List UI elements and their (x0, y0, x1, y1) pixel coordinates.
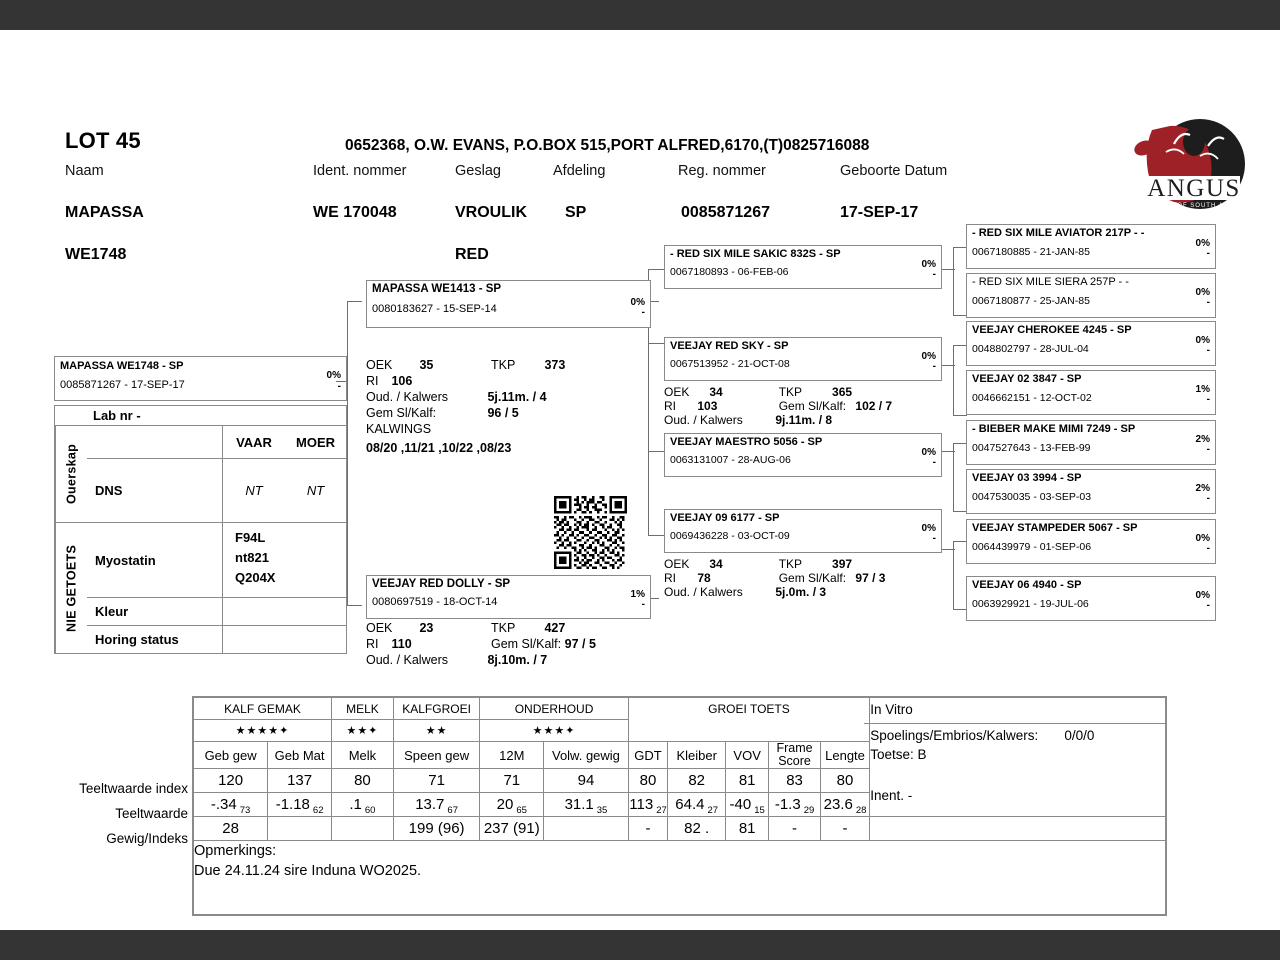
connector (941, 549, 955, 550)
gen3-1-name: - RED SIX MILE SIERA 257P - - (972, 276, 1129, 288)
breeder-line: 0652368, O.W. EVANS, P.O.BOX 515,PORT ALFRED,6170,(T)0825716088 (345, 137, 870, 154)
col-vov: VOV (726, 742, 769, 769)
gen2-3-tkp-label: TKP (778, 557, 803, 571)
dam-name: VEEJAY RED DOLLY - SP (372, 578, 511, 590)
gen2-3-inbreeding (922, 523, 936, 544)
col-gdt: GDT (628, 742, 668, 769)
weight-gdt: - (628, 817, 668, 841)
col-frame-score: Frame Score (769, 742, 821, 769)
sire-oud-label: Oud. / Kalwers (366, 390, 448, 404)
connector (953, 541, 967, 542)
index-gdt: 80 (628, 769, 668, 793)
connector (347, 301, 348, 605)
gen2-1-gem: 102 / 7 (855, 399, 893, 413)
gen2-3-id: 0069436228 - 03-OCT-09 (670, 530, 790, 542)
gen3-2-id: 0048802797 - 28-JUL-04 (972, 343, 1089, 355)
pedigree-node-gen3-6[interactable] (966, 519, 1216, 564)
gen3-3-inbreeding (1196, 384, 1210, 405)
parentage-section-label: Ouerskap (55, 426, 87, 522)
index-frame: 83 (769, 769, 821, 793)
gen3-2-pct: 0% (1195, 335, 1210, 346)
col-speen-gew: Speen gew (393, 742, 480, 769)
gen3-4-id: 0047527643 - 13-FEB-99 (972, 442, 1091, 454)
remarks-text: Due 24.11.24 sire Induna WO2025. (194, 863, 422, 879)
weight-12m: 237 (91) (480, 817, 544, 841)
pedigree-node-sire[interactable] (366, 280, 651, 328)
dam-gem: 97 / 5 (564, 637, 596, 651)
gen2-0-id: 0067180893 - 06-FEB-06 (670, 266, 789, 278)
lab-number: Lab nr - (93, 408, 141, 423)
value-geslag: VROULIK (455, 204, 527, 221)
value-geb-mat: -1.18 $_{62}$ (268, 793, 332, 817)
connector (648, 269, 664, 270)
empty-corner (87, 426, 223, 458)
gen3-5-inbreeding (1196, 483, 1210, 504)
value-vov: -40 $_{15}$ (726, 793, 769, 817)
gen3-6-pct2: - (1206, 543, 1210, 554)
label-geboorte: Geboorte Datum (840, 163, 948, 179)
connector (953, 315, 967, 316)
gen3-5-pct: 2% (1195, 483, 1210, 494)
gen2-1-name: VEEJAY RED SKY - SP (670, 340, 789, 352)
sire-gem-label: Gem Sl/Kalf: (366, 406, 437, 420)
animal-id: 0085871267 - 17-SEP-17 (60, 379, 185, 391)
genetic-test-table (54, 405, 347, 654)
weight-lengte: - (820, 817, 869, 841)
gen2-1-ri-label: RI (664, 399, 676, 413)
dam-id: 0080697519 - 18-OCT-14 (372, 596, 498, 608)
value-lengte: 23.6 $_{28}$ (820, 793, 869, 817)
dam-ri: 110 (391, 637, 412, 651)
pedigree-node-gen2-1[interactable] (664, 337, 942, 381)
index-volw-gewig: 94 (544, 769, 628, 793)
value-melk: .1 $_{60}$ (332, 793, 394, 817)
row-label-index: Teeltwaarde index (79, 781, 188, 796)
gen2-3-ri: 78 (697, 571, 711, 585)
connector (648, 535, 664, 536)
gen3-2-name: VEEJAY CHEROKEE 4245 - SP (972, 324, 1132, 336)
kleur-label: Kleur (87, 598, 223, 625)
weight-speen-gew: 199 (96) (393, 817, 480, 841)
gen2-1-ri: 103 (697, 399, 718, 413)
gen2-0-pct: 0% (921, 259, 936, 270)
remarks-label: Opmerkings: (194, 843, 277, 859)
value-colour: RED (455, 246, 489, 263)
index-melk: 80 (332, 769, 394, 793)
gen3-6-id: 0064439979 - 01-SEP-06 (972, 541, 1092, 553)
spoelings-value: 0/0/0 (1064, 728, 1095, 743)
kleur-value (223, 598, 346, 625)
weight-volw-gewig (544, 817, 628, 841)
gen3-7-pct2: - (1206, 600, 1210, 611)
myostatin-values (223, 523, 346, 597)
spoelings-label: Spoelings/Embrios/Kalwers: (870, 728, 1039, 743)
gen3-7-inbreeding (1196, 590, 1210, 611)
gen3-0-inbreeding (1196, 238, 1210, 259)
gen2-1-inbreeding (922, 351, 936, 372)
dns-label: DNS (87, 459, 223, 522)
sire-oek-label: OEK (366, 358, 393, 372)
gen2-1-pct2: - (932, 361, 936, 372)
toetse-value: Toetse: B (870, 747, 927, 762)
row-label-value: Teeltwaarde (115, 806, 188, 821)
group-kalfgroei: KALFGROEI (393, 698, 480, 720)
dam-oud-label: Oud. / Kalwers (366, 653, 448, 667)
value-reg: 0085871267 (681, 204, 770, 221)
sire-inbreeding (631, 297, 645, 318)
document-page (0, 30, 1280, 930)
pedigree-node-gen3-3[interactable] (966, 370, 1216, 415)
pedigree-node-gen3-7[interactable] (966, 576, 1216, 621)
index-geb-mat: 137 (268, 769, 332, 793)
connector (953, 511, 967, 512)
value-gdt: 113 $_{27}$ (628, 793, 668, 817)
dam-tkp: 427 (544, 621, 566, 635)
gen3-2-pct2: - (1206, 345, 1210, 356)
sire-pct: 0% (630, 297, 645, 308)
inent-value: Inent. - (870, 788, 913, 803)
not-tested-section-label: NIE GETOETS (55, 523, 87, 653)
label-ident: Ident. nommer (313, 163, 407, 179)
connector (953, 345, 954, 415)
col-12m: 12M (480, 742, 544, 769)
gen2-3-oek: 34 (709, 557, 723, 571)
gen3-1-id: 0067180877 - 25-JAN-85 (972, 295, 1090, 307)
table-row-weight (194, 817, 1166, 841)
value-naam: MAPASSA (65, 204, 144, 221)
gen3-7-name: VEEJAY 06 4940 - SP (972, 579, 1082, 591)
in-vitro-filler (870, 817, 1166, 841)
connector (347, 301, 362, 302)
gen2-1-tkp-label: TKP (778, 385, 803, 399)
horing-status-label: Horing status (87, 626, 223, 653)
pedigree-node-dam[interactable] (366, 575, 651, 619)
gen3-3-pct2: - (1206, 394, 1210, 405)
qr-code (548, 496, 633, 569)
gen2-2-pct: 0% (921, 447, 936, 458)
connector (648, 343, 664, 344)
animal-name: MAPASSA WE1748 - SP (60, 360, 184, 372)
connector (953, 415, 967, 416)
weight-vov: 81 (726, 817, 769, 841)
gen3-3-id: 0046662151 - 12-OCT-02 (972, 392, 1092, 404)
dam-pct: 1% (630, 589, 645, 600)
gen2-3-gem: 97 / 3 (855, 571, 886, 585)
gen3-0-pct: 0% (1195, 238, 1210, 249)
animal-identity-box (54, 356, 347, 401)
horing-status-value (223, 626, 346, 653)
gen3-3-name: VEEJAY 02 3847 - SP (972, 373, 1082, 385)
pedigree-node-gen2-3[interactable] (664, 509, 942, 553)
gen2-1-oud-label: Oud. / Kalwers (664, 413, 743, 427)
connector (941, 451, 955, 452)
gen2-2-id: 0063131007 - 28-AUG-06 (670, 454, 791, 466)
index-speen-gew: 71 (393, 769, 480, 793)
gen2-1-oek: 34 (709, 385, 723, 399)
weight-geb-gew: 28 (194, 817, 268, 841)
connector (953, 247, 967, 248)
index-kleiber: 82 (668, 769, 726, 793)
pedigree-node-gen3-4[interactable] (966, 420, 1216, 465)
gen2-1-oek-label: OEK (664, 385, 690, 399)
animal-pct2: - (337, 381, 341, 392)
sire-ri-label: RI (366, 374, 379, 388)
dam-oek: 23 (419, 621, 434, 635)
group-groei-toets: GROEI TOETS (628, 698, 870, 720)
gen2-1-tkp: 365 (832, 385, 853, 399)
sire-ri: 106 (391, 374, 413, 388)
label-geslag: Geslag (455, 163, 501, 179)
gen2-1-pct: 0% (921, 351, 936, 362)
dam-ri-label: RI (366, 637, 379, 651)
pedigree-node-gen3-5[interactable] (966, 469, 1216, 514)
pedigree-node-gen2-0[interactable] (664, 245, 942, 289)
index-geb-gew: 120 (194, 769, 268, 793)
gen2-3-oud-label: Oud. / Kalwers (664, 585, 743, 599)
label-naam: Naam (65, 163, 104, 179)
index-lengte: 80 (820, 769, 869, 793)
sire-id: 0080183627 - 15-SEP-14 (372, 303, 497, 315)
pedigree-node-gen3-2[interactable] (966, 321, 1216, 366)
animal-pct: 0% (326, 370, 341, 381)
col-geb-mat: Geb Mat (268, 742, 332, 769)
myostatin-nt821: nt821 (235, 550, 269, 565)
connector (953, 443, 967, 444)
sire-pct2: - (641, 307, 645, 318)
gen2-1-gem-label: Gem Sl/Kalf: (778, 399, 847, 413)
col-volw-gewig: Volw. gewig (544, 742, 628, 769)
sire-tkp-label: TKP (490, 358, 516, 372)
myostatin-f94l: F94L (235, 530, 266, 545)
value-afdeling: SP (565, 204, 587, 221)
gen3-4-inbreeding (1196, 434, 1210, 455)
gen3-5-pct2: - (1206, 493, 1210, 504)
gen3-0-pct2: - (1206, 248, 1210, 259)
in-vitro-panel (870, 698, 1166, 817)
gen2-1-id: 0067513952 - 21-OCT-08 (670, 358, 790, 370)
animal-inbreeding (327, 370, 341, 392)
angus-logo-subtext: SOCIETY OF SOUTH AFRICA (1141, 203, 1247, 209)
gen3-6-name: VEEJAY STAMPEDER 5067 - SP (972, 522, 1138, 534)
gen2-3-ri-label: RI (664, 571, 676, 585)
stars-kalfgroei: ★★ (393, 720, 480, 742)
weight-frame: - (769, 817, 821, 841)
gen3-0-id: 0067180885 - 21-JAN-85 (972, 246, 1090, 258)
lot-number: LOT 45 (65, 128, 141, 153)
gen3-6-pct: 0% (1195, 533, 1210, 544)
sire-gem: 96 / 5 (487, 406, 519, 420)
gen2-0-name: - RED SIX MILE SAKIC 832S - SP (670, 248, 841, 260)
col-geb-gew: Geb gew (194, 742, 268, 769)
dns-moer: NT (306, 483, 325, 498)
angus-logo-text: ANGUS (1147, 175, 1241, 202)
angus-logo-icon (1122, 114, 1262, 219)
col-kleiber: Kleiber (668, 742, 726, 769)
gen2-3-oud: 5j.0m. / 3 (775, 585, 827, 599)
gen2-0-pct2: - (932, 269, 936, 280)
gen3-4-name: - BIEBER MAKE MIMI 7249 - SP (972, 423, 1136, 435)
in-vitro-title: In Vitro (864, 695, 1166, 724)
gen2-3-name: VEEJAY 09 6177 - SP (670, 512, 780, 524)
connector (648, 343, 649, 535)
group-kalf-gemak: KALF GEMAK (194, 698, 332, 720)
col-lengte: Lengte (820, 742, 869, 769)
sire-kalwings: 08/20 ,11/21 ,10/22 ,08/23 (366, 441, 512, 455)
breeding-value-table (79, 696, 1167, 916)
connector (953, 443, 954, 511)
dns-vaar: NT (245, 483, 263, 498)
gen3-1-inbreeding (1196, 287, 1210, 308)
sire-stats (366, 357, 565, 456)
animal-info-panel (54, 356, 347, 654)
stars-kalf-gemak: ★★★★✦ (194, 720, 332, 742)
dam-pct2: - (641, 599, 645, 610)
gen3-5-name: VEEJAY 03 3994 - SP (972, 472, 1082, 484)
row-label-weight: Gewig/Indeks (106, 831, 188, 846)
index-vov: 81 (726, 769, 769, 793)
gen3-4-pct: 2% (1195, 434, 1210, 445)
connector (953, 609, 967, 610)
gen3-2-inbreeding (1196, 335, 1210, 356)
dam-oud: 8j.10m. / 7 (487, 653, 548, 667)
myostatin-label: Myostatin (87, 523, 223, 597)
gen2-3-oek-label: OEK (664, 557, 690, 571)
label-afdeling: Afdeling (553, 163, 606, 179)
value-speen-gew: 13.7 $_{67}$ (393, 793, 480, 817)
col-melk: Melk (332, 742, 394, 769)
col-header-moer: MOER (296, 434, 335, 450)
gen3-0-name: - RED SIX MILE AVIATOR 217P - - (972, 227, 1145, 239)
group-onderhoud: ONDERHOUD (480, 698, 628, 720)
gen3-7-id: 0063929921 - 19-JUL-06 (972, 598, 1089, 610)
weight-kleiber: 82 . (668, 817, 726, 841)
stars-melk: ★★✦ (332, 720, 394, 742)
connector (347, 605, 362, 606)
connector (648, 451, 664, 452)
stars-onderhoud: ★★★✦ (480, 720, 628, 742)
gen2-0-inbreeding (922, 259, 936, 280)
gen2-3-stats (664, 557, 885, 599)
gen3-1-pct2: - (1206, 297, 1210, 308)
connector (941, 269, 955, 270)
dam-inbreeding (631, 589, 645, 610)
gen2-2-name: VEEJAY MAESTRO 5056 - SP (670, 436, 823, 448)
gen2-3-tkp: 397 (832, 557, 853, 571)
value-ident: WE 170048 (313, 204, 397, 221)
gen3-1-pct: 0% (1195, 287, 1210, 298)
connector (953, 247, 954, 315)
weight-melk (332, 817, 394, 841)
sire-oud: 5j.11m. / 4 (487, 390, 547, 404)
index-12m: 71 (480, 769, 544, 793)
value-geboorte: 17-SEP-17 (840, 204, 919, 221)
dam-stats (366, 620, 596, 668)
gen2-3-gem-label: Gem Sl/Kalf: (778, 571, 847, 585)
weight-geb-mat (268, 817, 332, 841)
connector (953, 345, 967, 346)
gen2-3-pct: 0% (921, 523, 936, 534)
pedigree-node-gen2-2[interactable] (664, 433, 942, 477)
value-volw-gewig: 31.1 $_{35}$ (544, 793, 628, 817)
value-geb-gew: -.34 $_{73}$ (194, 793, 268, 817)
col-header-vaar: VAAR (236, 434, 272, 450)
value-12m: 20 $_{65}$ (480, 793, 544, 817)
remarks-cell (194, 841, 1166, 915)
breeding-table-grid (193, 697, 1166, 915)
gen3-4-pct2: - (1206, 444, 1210, 455)
myostatin-q204x: Q204X (235, 570, 276, 585)
stars-groei-toets (628, 720, 870, 742)
sire-name: MAPASSA WE1413 - SP (372, 283, 502, 295)
value-tattoo: WE1748 (65, 246, 127, 263)
sire-oek: 35 (419, 358, 434, 372)
gen2-3-pct2: - (932, 533, 936, 544)
gen2-2-inbreeding (922, 447, 936, 468)
label-reg: Reg. nommer (678, 163, 766, 179)
sire-kalwings-label: KALWINGS (366, 422, 432, 436)
value-kleiber: 64.4 $_{27}$ (668, 793, 726, 817)
dam-gem-label: Gem Sl/Kalf: (490, 637, 562, 651)
gen3-7-pct: 0% (1195, 590, 1210, 601)
gen3-5-id: 0047530035 - 03-SEP-03 (972, 491, 1092, 503)
value-frame: -1.3 $_{29}$ (769, 793, 821, 817)
gen3-6-inbreeding (1196, 533, 1210, 554)
pedigree-node-gen3-1[interactable] (966, 273, 1216, 318)
dam-tkp-label: TKP (490, 621, 516, 635)
gen2-1-stats (664, 385, 892, 427)
gen3-3-pct: 1% (1195, 384, 1210, 395)
connector (941, 365, 955, 366)
gen2-1-oud: 9j.11m. / 8 (775, 413, 833, 427)
dam-oek-label: OEK (366, 621, 393, 635)
sire-tkp: 373 (544, 358, 566, 372)
pedigree-node-gen3-0[interactable] (966, 224, 1216, 269)
connector (953, 541, 954, 609)
group-melk: MELK (332, 698, 394, 720)
gen2-2-pct2: - (932, 457, 936, 468)
